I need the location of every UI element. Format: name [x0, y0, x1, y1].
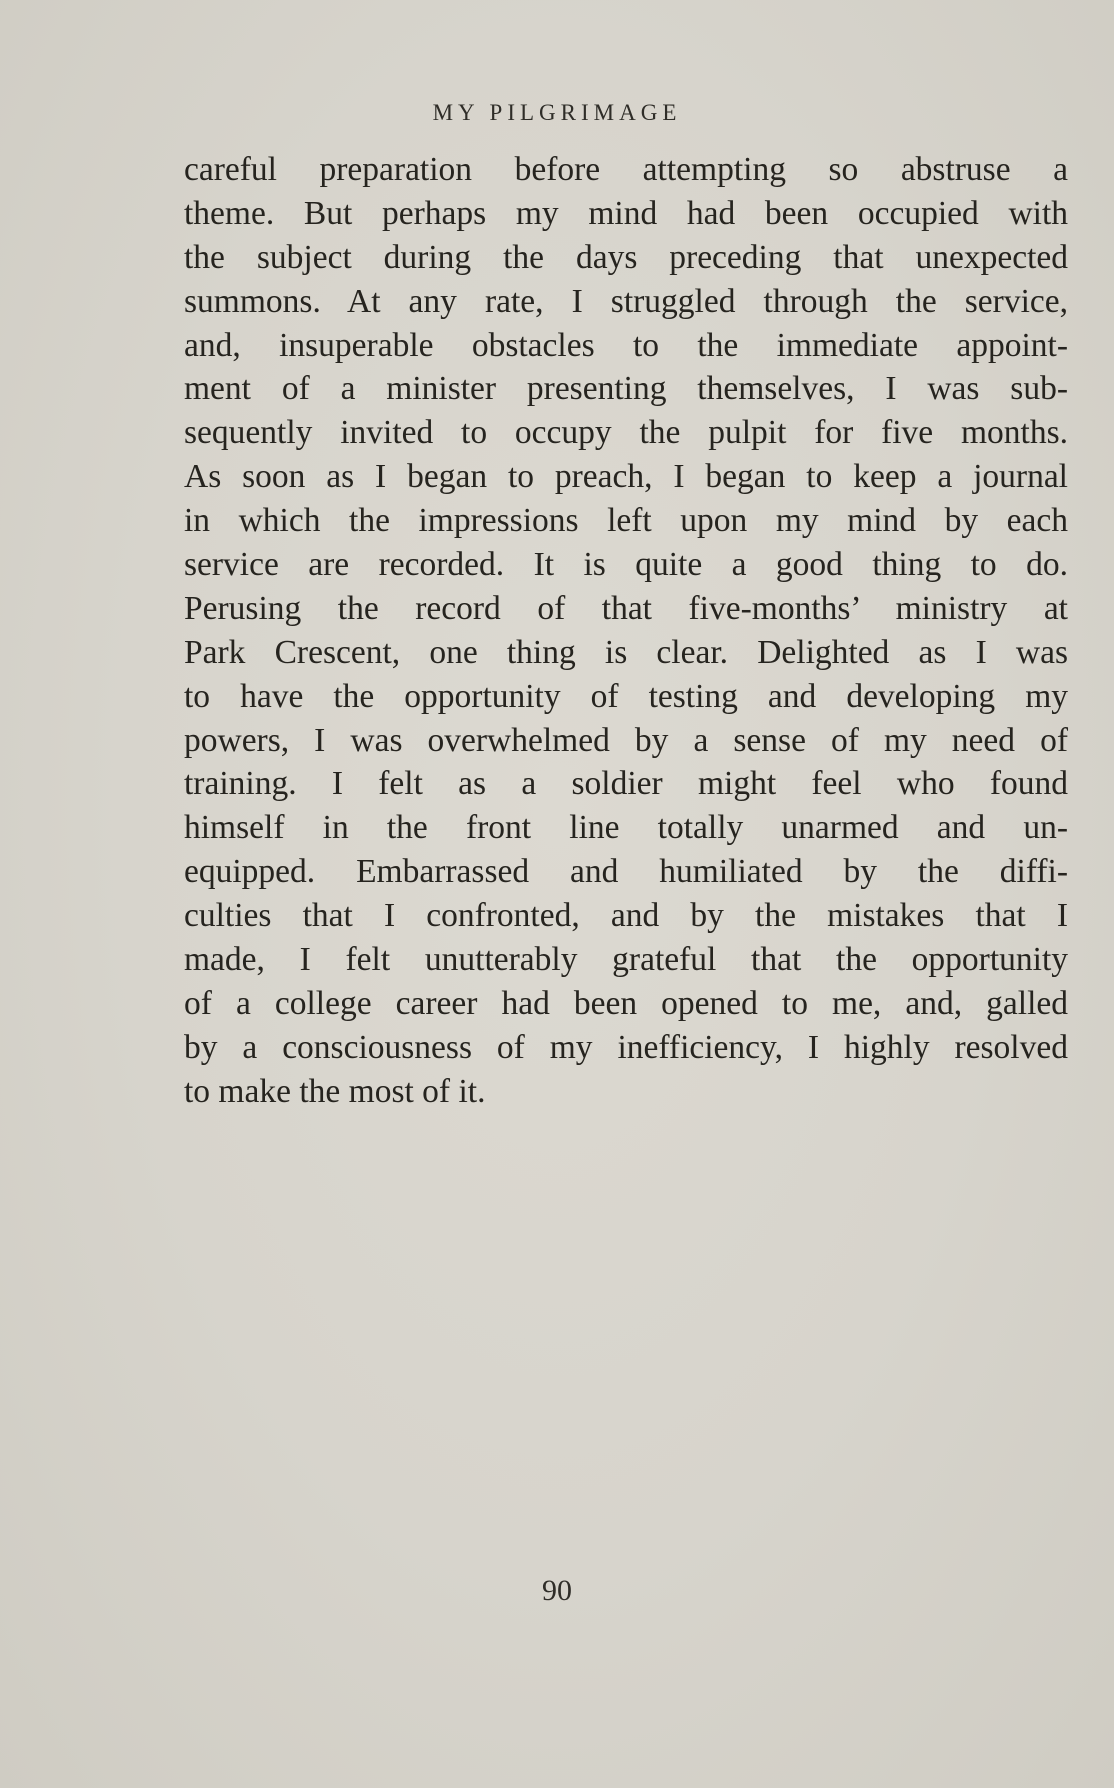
text-line: in which the impressions left upon my mind by each: [184, 502, 1068, 540]
text-line: summons. At any rate, I struggled through the service,: [184, 282, 1068, 320]
text-line: Perusing the record of that five-months’ ministry at: [184, 589, 1068, 627]
text-line: theme. But perhaps my mind had been occupied with: [184, 194, 1068, 232]
text-line: service are recorded. It is quite a good thing to do.: [184, 546, 1068, 584]
text-line: careful preparation before attempting so abstruse a: [184, 151, 1068, 188]
text-line: by a consciousness of my inefficiency, I highly resolved: [184, 1028, 1068, 1066]
text-line: of a college career had been opened to me, and, galled: [184, 984, 1068, 1022]
text-line: made, I felt unutterably grateful that the opportunity: [184, 941, 1068, 979]
text-line: Park Crescent, one thing is clear. Delighted as I was: [184, 633, 1068, 671]
text-line: ment of a minister presenting themselves, I was sub-: [184, 370, 1068, 408]
text-line: to have the opportunity of testing and developing my: [184, 677, 1068, 715]
text-line: As soon as I began to preach, I began to keep a journal: [184, 458, 1068, 496]
text-line: and, insuperable obstacles to the immediate appoint-: [184, 326, 1068, 364]
running-head: MY PILGRIMAGE: [432, 100, 682, 125]
text-line: sequently invited to occupy the pulpit for five months.: [184, 414, 1068, 452]
text-line: training. I felt as a soldier might feel who found: [184, 765, 1068, 803]
text-line: powers, I was overwhelmed by a sense of my need of: [184, 721, 1068, 759]
text-line: to make the most of it.: [184, 1072, 486, 1110]
text-line: equipped. Embarrassed and humiliated by the diffi-: [184, 853, 1068, 891]
text-line: culties that I confronted, and by the mistakes that I: [184, 897, 1068, 935]
body-paragraph: [184, 148, 1068, 1114]
page-number: 90: [542, 1574, 572, 1607]
text-line: the subject during the days preceding that unexpected: [184, 238, 1068, 276]
text-line: himself in the front line totally unarmed and un-: [184, 809, 1068, 847]
